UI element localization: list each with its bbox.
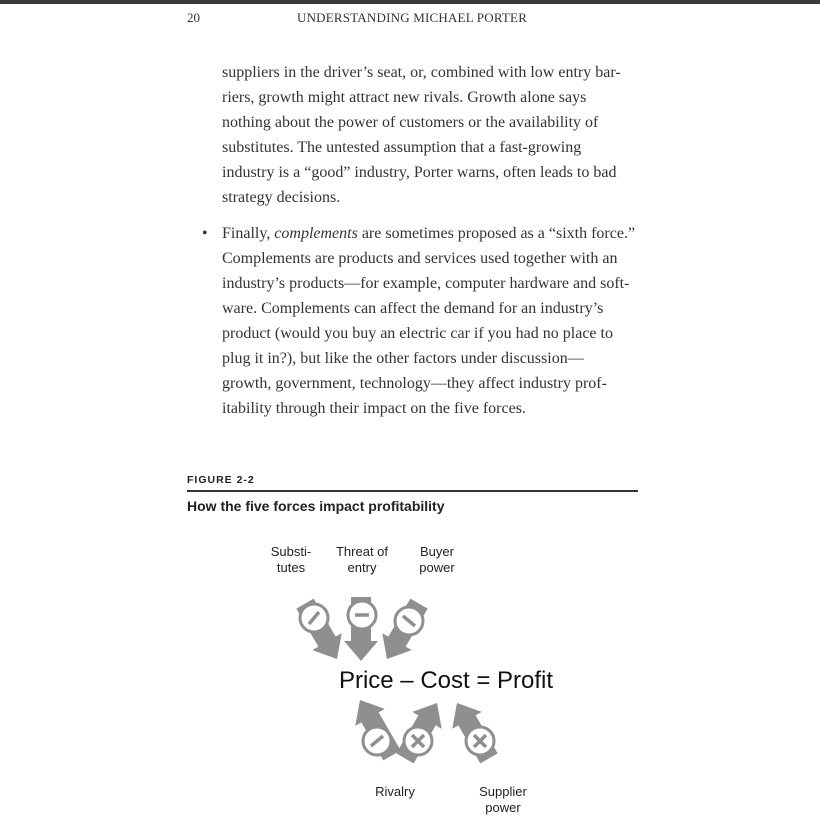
supplier-arrow: [442, 695, 503, 767]
entry-arrow: [344, 597, 378, 661]
text-line: itability through their impact on the five forces.: [222, 400, 526, 417]
figure-title: How the five forces impact profitability: [187, 498, 445, 514]
rivalry-arrow-plus: [390, 695, 451, 767]
emphasized-term: complements: [274, 225, 358, 242]
text-line: suppliers in the driver’s seat, or, combined with low entry bar-: [222, 64, 621, 81]
text-line: substitutes. The untested assumption that a fast-growing: [222, 139, 582, 156]
entry-label-line1: Threat of: [335, 544, 389, 559]
text-line: strategy decisions.: [222, 189, 341, 206]
supplier-label-line2: power: [485, 800, 521, 815]
figure-label: FIGURE 2-2: [187, 474, 255, 486]
substitutes-label-line2: tutes: [276, 560, 306, 575]
text-line: growth, government, technology—they affect industry prof-: [222, 375, 607, 392]
buyer-label-line2: power: [419, 560, 455, 575]
text-line: plug it in?), but like the other factors under discussion—: [222, 350, 584, 367]
entry-label-line2: entry: [347, 560, 377, 575]
profit-equation: Price – Cost = Profit: [338, 667, 554, 694]
text-line: riers, growth might attract new rivals. Growth alone says: [222, 89, 587, 106]
substitutes-arrow: [290, 595, 351, 667]
text-line: ware. Complements can affect the demand for an industry’s: [222, 300, 604, 317]
rivalry-label: Rivalry: [375, 784, 415, 799]
text-line: nothing about the power of customers or the availability of: [222, 114, 599, 131]
text-line: industry’s products—for example, computer hardware and soft-: [222, 275, 630, 292]
buyer-label-line1: Buyer: [420, 544, 454, 559]
substitutes-label-line1: Substi-: [270, 544, 312, 559]
text-line: product (would you buy an electric car if you had no place to: [222, 325, 613, 342]
running-title: UNDERSTANDING MICHAEL PORTER: [297, 10, 528, 25]
buyer-arrow: [372, 595, 433, 667]
text-run: Finally,: [222, 225, 275, 242]
page-number: 20: [187, 10, 200, 25]
supplier-label-line1: Supplier: [479, 784, 527, 799]
text-line: industry is a “good” industry, Porter warns, often leads to bad: [222, 164, 617, 181]
text-line: Complements are products and services used together with an: [222, 250, 618, 267]
bullet-marker: •: [202, 225, 208, 242]
text-run: are sometimes proposed as a “sixth force.”: [357, 225, 636, 242]
